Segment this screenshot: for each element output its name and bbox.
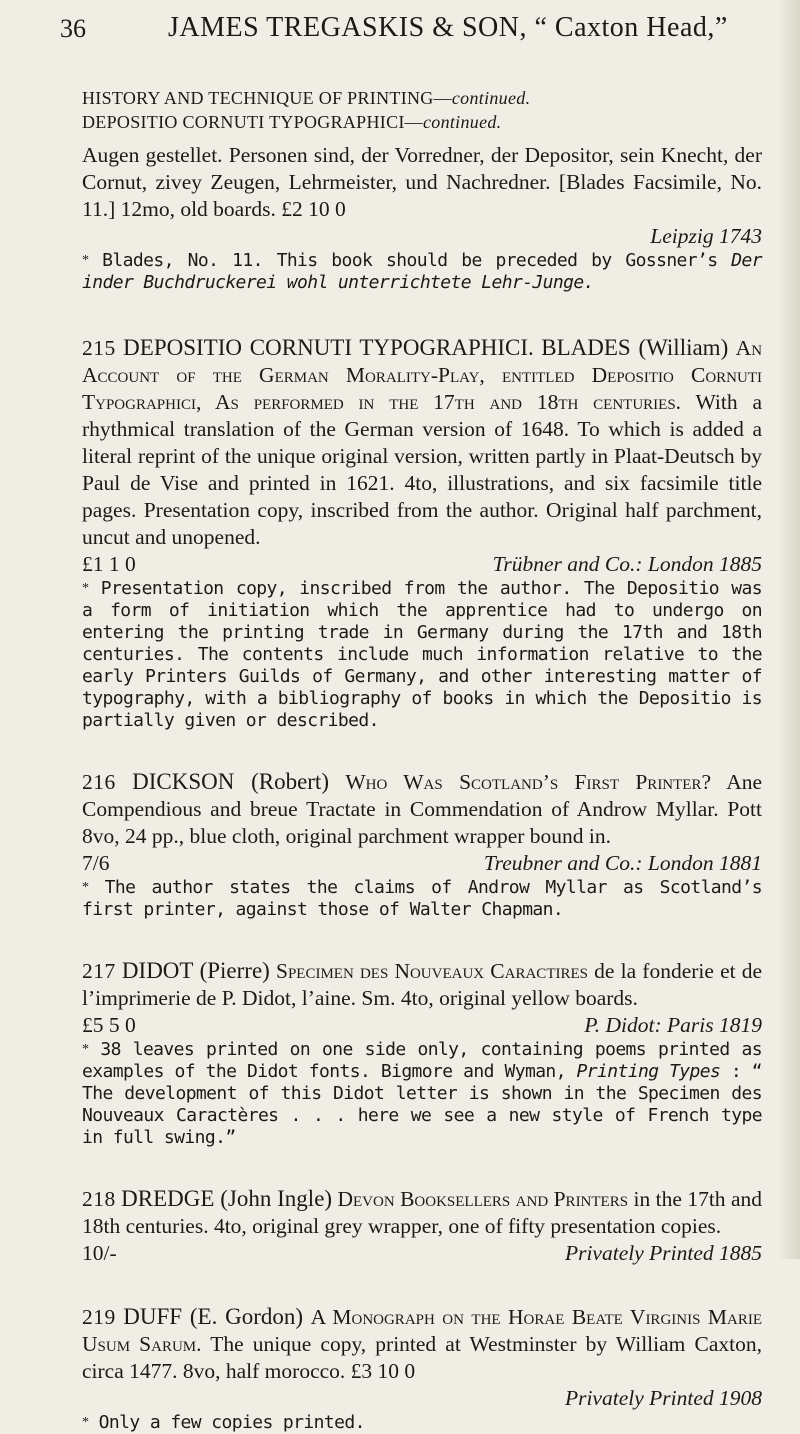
continuation-block [82,142,762,294]
page-edge-shadow [778,0,800,1259]
entry-head [82,957,762,1012]
entry-head [82,768,762,850]
entry-title: Specimen des Nouveaux Caractires [276,959,588,983]
entry-number: 217 [82,959,116,983]
entry-note [82,578,762,732]
price-line [82,1012,762,1039]
entry-name: DICKSON (Robert) [132,769,329,794]
price-line [82,551,762,578]
note-asterism: * [82,1415,89,1430]
entry-body: de la fonderie et de l’imprimerie de P. Didot, l’aine. Sm. 4to, original yellow boards. [82,959,763,1010]
entry-218 [82,1185,762,1267]
entry-author: BLADES (William) [541,335,729,360]
continuation-note-text: Blades, No. 11. This book should be preceded by Gossner’s [88,250,732,271]
entry-name: DEPOSITIO CORNUTI TYPOGRAPHICI. [123,335,534,360]
section-heading-1-text: HISTORY AND TECHNIQUE OF PRINTING— [82,88,452,108]
entry-imprint: Privately Printed 1885 [564,1241,762,1265]
price-line [82,1240,762,1267]
entry-title: A Monograph on the Horae Beate Virginis Marie Usum Sarum. [82,1305,763,1356]
entry-head [82,1303,762,1385]
entry-imprint: P. Didot: Paris 1819 [584,1013,762,1037]
entry-name: DREDGE (John Ingle) [121,1186,333,1211]
entry-number: 219 [82,1305,116,1329]
section-heading-1-suffix: continued. [451,88,531,108]
entry-note [82,1039,762,1149]
section-heading-2-suffix: continued. [422,112,502,132]
continuation-note [82,250,762,294]
entry-head [82,334,762,551]
entry-body: The unique copy, printed at Westminster by William Caxton, circa 1477. 8vo, half morocco. £3 10 0 [82,1332,762,1383]
continuation-text: Augen gestellet. Personen sind, der Vorredner, der Depositor, sein Knecht, der Cornut, zivey Zeugen, Lehrmeister, und Nachredner. [Blades Facsimile, No. 11.] 12mo, old boards. £2 10 0 [82,143,762,221]
entry-note-text: Only a few copies printed. [98,1412,365,1433]
entry-price: £5 5 0 [82,1013,136,1037]
entry-note [82,1412,762,1434]
entry-name: DIDOT (Pierre) [121,958,270,983]
entry-note-title: Printing Types [576,1061,721,1082]
continuation-imprint: Leipzig 1743 [650,224,762,248]
entry-price: £1 1 0 [82,552,136,576]
entry-215 [82,334,762,732]
price-line [82,850,762,877]
entry-title: An Account of the German Morality-Play, entitled Depositio Cornuti Typographici, As performed in the 17th and 18th centuries. [82,336,763,414]
entry-title: Devon Booksellers and Printers [337,1187,629,1211]
entry-name: DUFF (E. Gordon) [123,1304,304,1329]
page-content [82,86,762,1434]
note-asterism: * [82,1042,89,1057]
entry-body: Ane Compendious and breue Tractate in Commendation of Androw Myllar. Pott 8vo, 24 pp., blue cloth, original parchment wrapper bound in. [82,770,763,848]
continuation-note-title: Der inder Buchdruckerei wohl unterrichtete Lehr-Junge. [82,250,762,293]
note-asterism: * [82,253,89,268]
entry-imprint: Privately Printed 1908 [564,1386,762,1410]
entry-body: With a rhythmical translation of the German version of 1648. To which is added a literal reprint of the unique original version, written partly in Plaat-Deutsch by Paul de Vise and printed in 1621. 4to, illustrations, and six facsimile title pages. Presentation copy, inscribed from the author. Original half parchment, uncut and unopened. [82,390,762,549]
entry-note-text: Presentation copy, inscribed from the author. The Depositio was a form of initiation which the apprentice had to undergo on entering the printing trade in Germany during the 17th and 18th centuries. The contents include much information relative to the early Printers Guilds of Germany, and other interesting matter of typography, with a bibliography of books in which the Depositio is partially given or described. [82,578,762,731]
entry-217 [82,957,762,1149]
page-header [60,8,760,58]
entry-title: Who Was Scotland’s First Printer? [345,770,712,794]
entry-body: in the 17th and 18th centuries. 4to, original grey wrapper, one of fifty presentation copies. [82,1187,763,1238]
section-heading-1 [82,86,762,110]
entry-note-text: The author states the claims of Androw Myllar as Scotland’s first printer, against those of Walter Chapman. [82,877,762,920]
entry-imprint: Treubner and Co.: London 1881 [483,851,762,875]
entry-note-quote: : “ The development of this Didot letter is shown in the Specimen des Nouveaux Caractères . . . here we see a new style of French type in full swing.” [82,1061,763,1148]
page-number: 36 [60,14,86,43]
entry-number: 215 [82,336,116,360]
entry-head [82,1185,762,1240]
running-head: JAMES TREGASKIS & SON, “ Caxton Head,” [168,12,728,43]
entry-number: 218 [82,1187,116,1211]
note-asterism: * [82,581,89,596]
entry-number: 216 [82,770,116,794]
entry-note-text: 38 leaves printed on one side only, containing poems printed as examples of the Didot fonts. Bigmore and Wyman, [82,1039,762,1082]
entry-219 [82,1303,762,1434]
note-asterism: * [82,880,89,895]
section-heading-2 [82,110,762,134]
section-heading-2-text: DEPOSITIO CORNUTI TYPOGRAPHICI— [82,112,423,132]
entry-price: 10/- [82,1241,117,1265]
entry-price: 7/6 [82,851,110,875]
entry-note [82,877,762,921]
entry-216 [82,768,762,921]
entry-imprint: Trübner and Co.: London 1885 [492,552,762,576]
